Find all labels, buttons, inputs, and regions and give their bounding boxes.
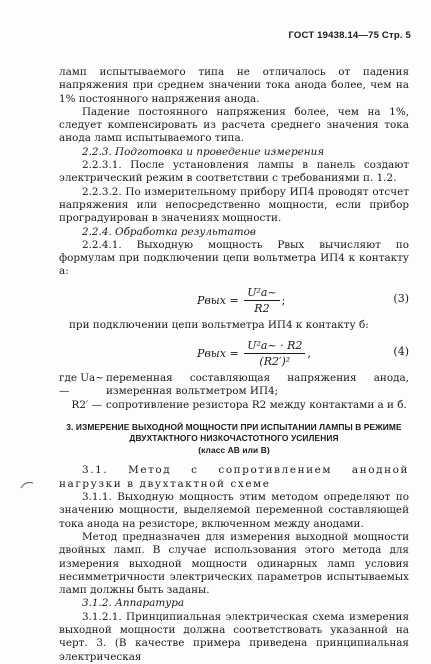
section-title	[59, 422, 409, 457]
equation-number: (4)	[393, 345, 409, 359]
paragraph: Метод предназначен для измерения выходной мощности двойных ламп. В случае использования этого метода для измерения выходной мощности одинарных ламп условия несимметричности электрических параметров испытываемых ламп должны быть заданы.	[59, 530, 409, 597]
equation-4: Pвых = $\frac{\text{U²a\textasciitilde{} · R2}}{\text{(R2′)²}}$ , (4)	[197, 339, 409, 369]
equation-denominator: (R2′)²	[259, 355, 291, 369]
subsection-heading: 2.2.4. Обработка результатов	[82, 225, 256, 238]
paragraph: 2.2.3.1. После установления лампы в панель создают электрический режим в соответствии с требованиями п. 1.2.	[59, 159, 409, 185]
paragraph: 2.2.3.2. По измерительному прибору ИП4 проводят отсчет напряжения или непосредственно мощности, если прибор проградуирован в значениях мощности.	[59, 185, 409, 225]
paragraph: ламп испытываемого типа не отличалось от падения напряжения при среднем значении тока анода более, чем на 1% постоянного напряжения анода.	[59, 66, 409, 105]
paragraph: 3.1.1. Выходную мощность этим методом определяют по значению мощности, выделяемой переменной составляющей тока анода на резисторе, включенном между анодами.	[59, 491, 409, 530]
paragraph: Падение постоянного напряжения более, чем на 1%, следует компенсировать из расчета среднего значения тока анода ламп испытываемого типа.	[59, 105, 409, 145]
equation-numerator: U²a~	[244, 286, 279, 301]
subsection-heading: 3.1. Метод с сопротивлением анодной нагрузки в двухтактной схеме	[59, 464, 409, 490]
paragraph: при подключении цепи вольтметра ИП4 к контакту б:	[69, 318, 369, 331]
equation-lhs: Pвых	[197, 347, 226, 361]
equation-number: (3)	[393, 291, 409, 305]
equation-3: Pвых = $\frac{\text{U²a\textasciitilde{}}}{R2}$ ; (3)	[197, 285, 409, 316]
page-header: ГОСТ 19438.14—75 Стр. 5	[288, 30, 411, 41]
definition-text: переменная составляющая напряжения анода, измеренная вольтметром ИП4;	[106, 372, 409, 398]
definition-term: где Ua~ —	[59, 372, 104, 398]
section-title-text: 3. ИЗМЕРЕНИЕ ВЫХОДНОЙ МОЩНОСТИ ПРИ ИСПЫТАНИИ ЛАМПЫ В РЕЖИМЕ ДВУХТАКТНОГО НИЗКОЧАСТОТНОГО УСИЛЕНИЯ	[66, 421, 402, 444]
subsection-heading: 2.2.3. Подготовка и проведение измерения	[82, 145, 325, 158]
equation-denominator: R2	[254, 302, 270, 316]
paragraph: 2.2.4.1. Выходную мощность Pвых вычисляют по формулам при подключении цепи вольтметра ИП4 к контакту а:	[59, 238, 409, 278]
subsection-heading: 3.1.2. Аппаратура	[82, 597, 185, 610]
margin-mark	[20, 480, 34, 490]
definition-row	[59, 372, 409, 399]
section-subtitle: (класс АВ или В)	[198, 444, 270, 455]
definition-term: R2′ —	[71, 398, 102, 411]
equation-numerator: U²a~ · R2	[244, 339, 305, 354]
document-body	[59, 66, 409, 664]
paragraph: 3.1.2.1. Принципиальная электрическая схема измерения выходной мощности должна соответствовать указанной на черт. 3. (В качестве примера приведена принципиальная электрическая	[59, 610, 409, 663]
equation-lhs: Pвых	[197, 293, 226, 307]
definition-row	[59, 399, 409, 412]
definition-text: сопротивление резистора R2 между контактами а и б.	[106, 398, 407, 411]
